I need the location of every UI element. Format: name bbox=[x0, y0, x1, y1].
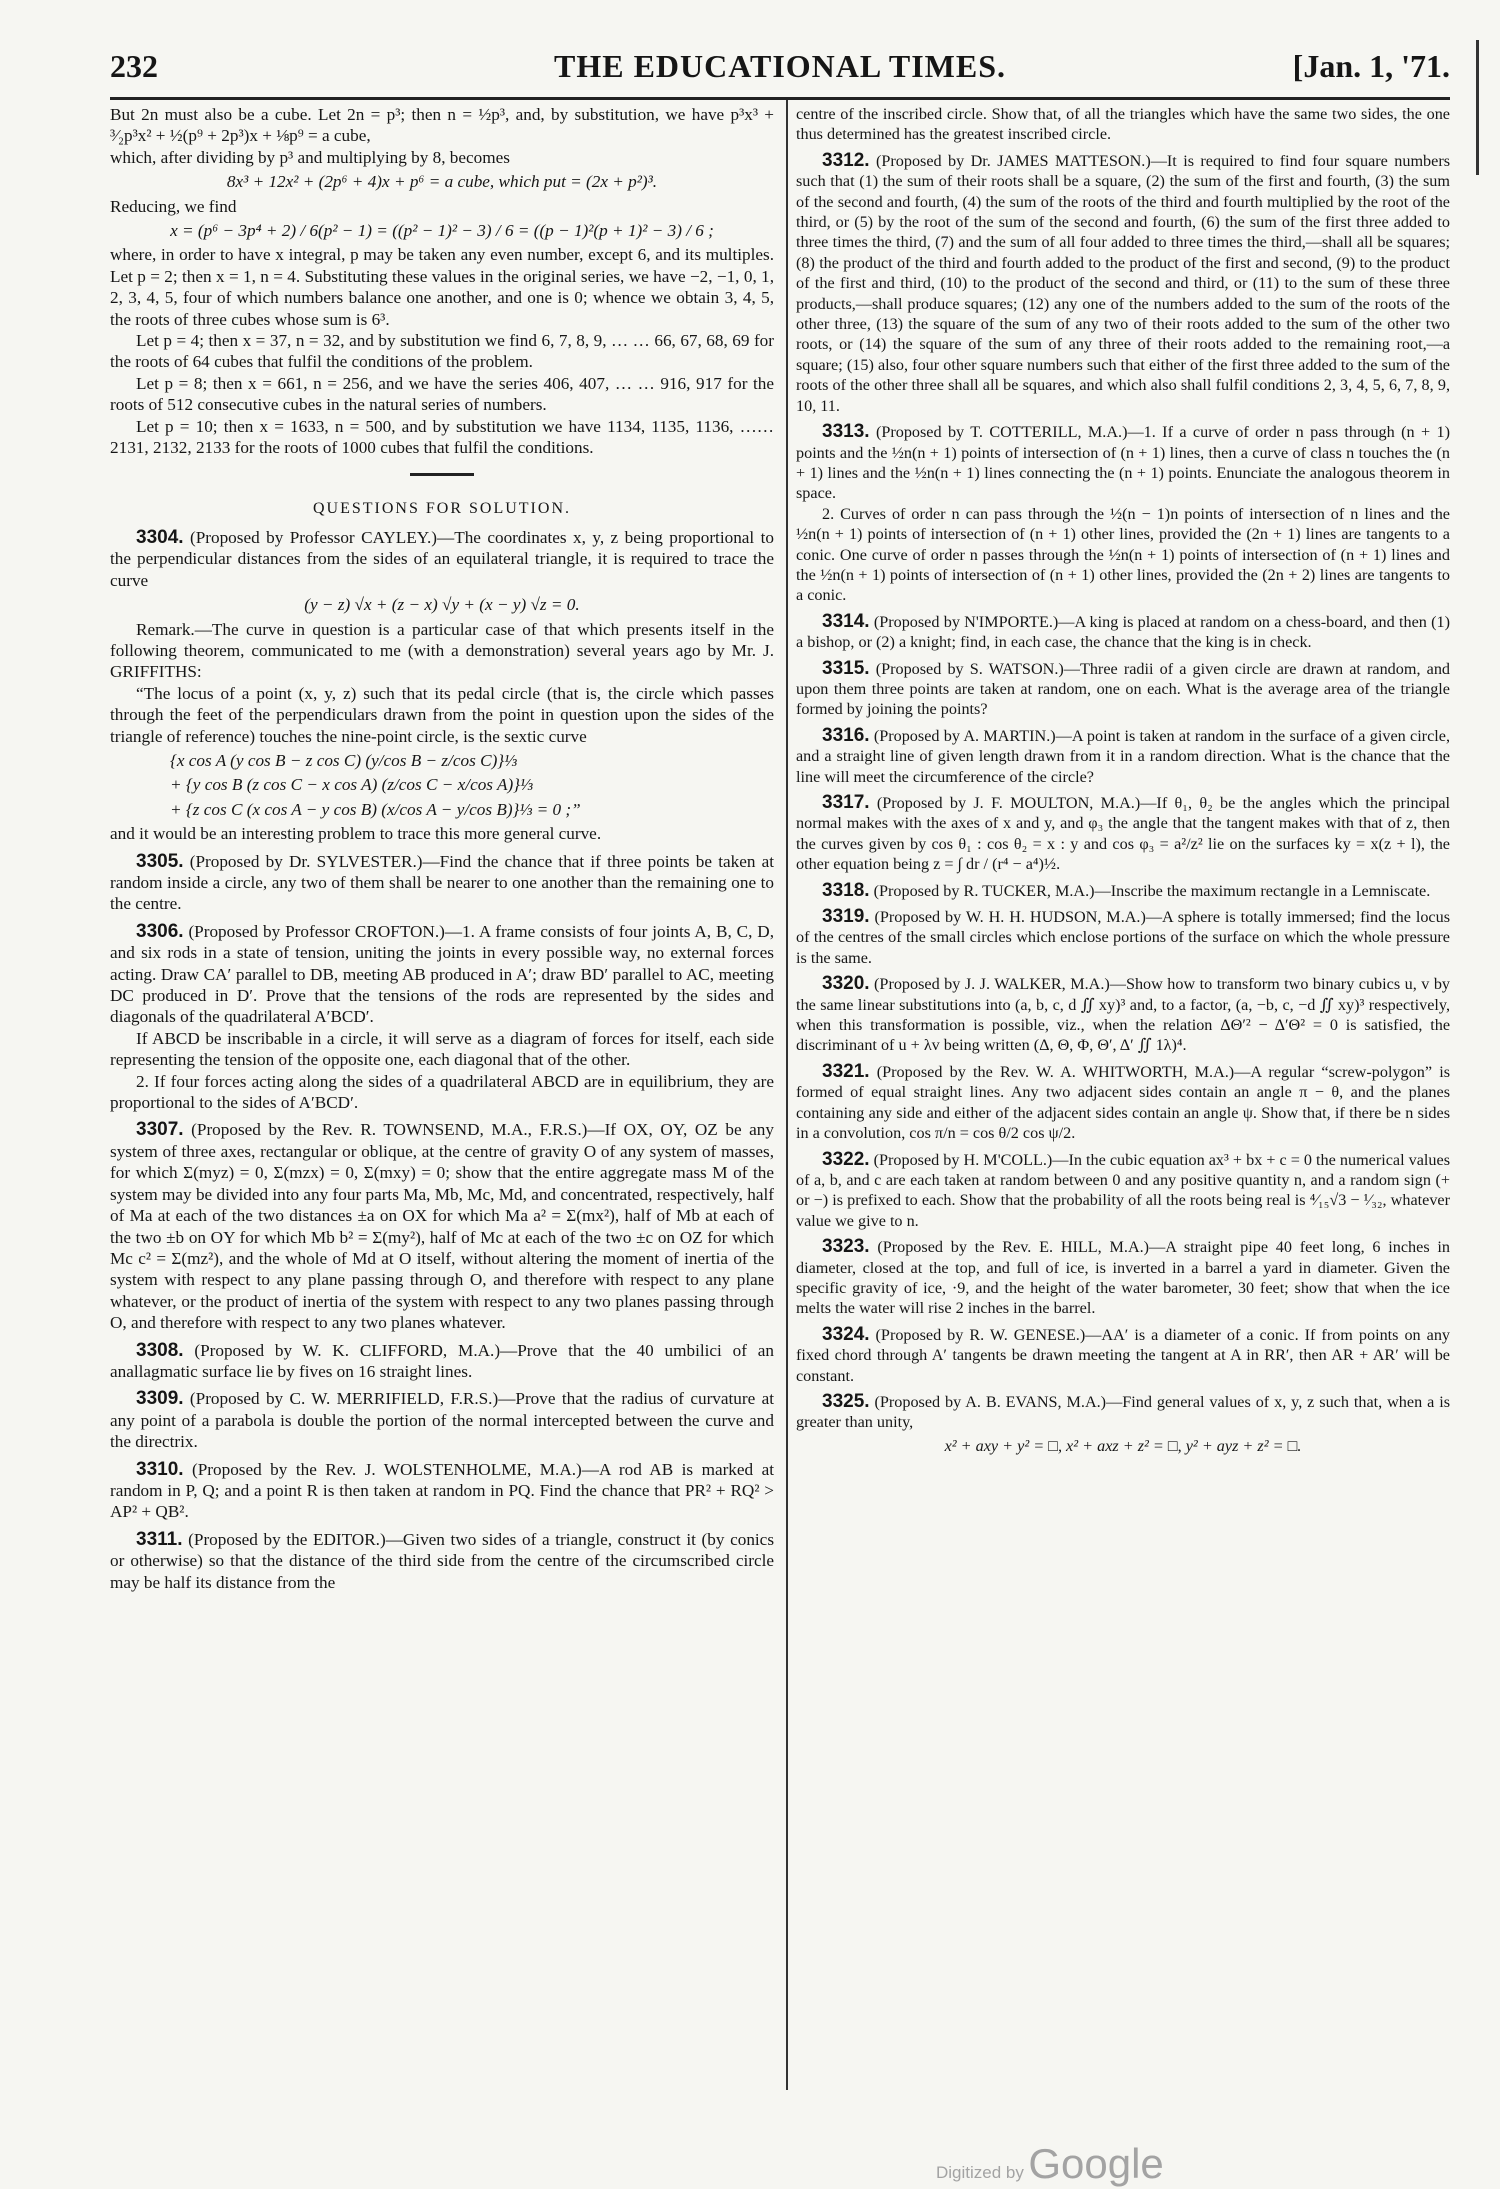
question-text: (Proposed by A. B. EVANS, M.A.)—Find general values of x, y, z such that, when a is greater than unity, bbox=[796, 1392, 1450, 1432]
question-text: (Proposed by the Rev. W. A. WHITWORTH, M.A.)—A regular “screw-polygon” is formed of equal straight lines. Any two adjacent sides contain an angle π − θ, and the planes containing any side and either of the adjacent sides contain an angle ψ. Show that, if there be n sides in a convolution, cos π/n = cos θ/2 cos ψ/2. bbox=[796, 1062, 1451, 1143]
page-number: 232 bbox=[110, 48, 158, 84]
question-number: 3322. bbox=[822, 1148, 870, 1170]
question-number: 3312. bbox=[822, 149, 870, 171]
question-3315 bbox=[796, 659, 1450, 720]
question-3309 bbox=[110, 1388, 774, 1452]
question-number: 3321. bbox=[822, 1060, 870, 1082]
question-3310 bbox=[110, 1459, 774, 1523]
question-text: (Proposed by the Rev. J. WOLSTENHOLME, M.A.)—A rod AB is marked at random in P, Q; and a point R is then taken at random in PQ. Find the chance that PR² + RQ² > AP² + QB². bbox=[110, 1459, 774, 1522]
equation: x = (p⁶ − 3p⁴ + 2) / 6(p² − 1) = ((p² − 1)² − 3) / 6 = ((p − 1)²(p + 1)² − 3) / 6 ; bbox=[170, 221, 714, 241]
equation: x² + axy + y² = □, x² + axz + z² = □, y² + ayz + z² = □. bbox=[944, 1436, 1302, 1455]
question-text: (Proposed by the EDITOR.)—Given two sides of a triangle, construct it (by conics or otherwise) so that the distance of the third side from the centre of the circumscribed circle may be half its distance from the bbox=[110, 1529, 775, 1592]
question-text: (Proposed by Dr. JAMES MATTESON.)—It is required to find four square numbers such that (1) the sum of their roots shall be a square, (2) the sum of the first and fourth, (3) the sum of the second and fourth, (4) the sum of the roots of the third and fourth multiplied by the root of the third, or (5) by the root of the sum of the second and fourth, (6) the sum of the first three added to three times the third, (7) and the sum of all four added to three times the third,—shall all be squares; (8) the product of the third and fourth added to the product of the first and second, (9) to the product of the first and third, (10) to the product of the second and third, or (11) to the sum of these three products,—shall produce squares; (12) any one of the numbers added to the sum of the roots of the other three, (13) the square of the sum of any two of their roots added to the sum of the other two roots, or (14) the square of the sum of any three of their roots added to the remaining root,—a square; (15) also, four other square numbers such that either of the first three added to the sum of the roots of the other three shall all be squares, and which also shall fulfil conditions 2, 3, 4, 5, 6, 7, 8, 9, 10, 11. bbox=[796, 151, 1451, 415]
question-text: (Proposed by J. F. MOULTON, M.A.)—If θ₁, θ₂ be the angles which the principal normal makes with the axes of x and y, and φ₃ the angle that the tangent makes with that of z, then the curves given by cos θ₁ : cos θ₂ = x : y and cos φ₃ = a²/z² lie on the surfaces ky = x(z + l), the other equation being z = ∫ dr / (r⁴ − a⁴)½. bbox=[796, 794, 1450, 874]
question-number: 3305. bbox=[136, 850, 184, 872]
question-text: (Proposed by Professor CAYLEY.)—The coordinates x, y, z being proportional to the perpendicular distances from the sides of an equilateral triangle, it is required to trace the curve bbox=[110, 527, 774, 590]
question-number: 3304. bbox=[136, 526, 184, 548]
question-number: 3319. bbox=[822, 906, 870, 928]
issue-date: [Jan. 1, '71. bbox=[1292, 48, 1450, 84]
section-divider bbox=[410, 473, 474, 476]
question-number: 3308. bbox=[136, 1339, 184, 1361]
question-number: 3317. bbox=[822, 792, 870, 813]
question-text: 2. Curves of order n can pass through the ½(n − 1)n points of intersection of n lines and the ½n(n + 1) points of intersection of (n + 1) other lines, provided the (2n + 1) lines are tangents to a conic. One curve of order n passes through the ½n(n + 1) points of intersection of (n + 1) lines and the ½n(n + 1) points of intersection of (n + 1) other lines, provided the (2n + 2) lines are tangents to a conic. bbox=[796, 504, 1450, 605]
question-3314 bbox=[796, 612, 1450, 653]
question-3319 bbox=[796, 907, 1450, 968]
google-logo: Google bbox=[1028, 2140, 1164, 2187]
question-3317 bbox=[796, 793, 1450, 875]
question-number: 3313. bbox=[822, 421, 870, 443]
question-number: 3314. bbox=[822, 610, 870, 632]
question-number: 3324. bbox=[822, 1323, 870, 1345]
question-3323 bbox=[796, 1237, 1450, 1319]
column-divider bbox=[786, 100, 788, 2090]
question-text: (Proposed by T. COTTERILL, M.A.)—1. If a curve of order n pass through (n + 1) points and the ½n(n + 1) points of intersection of (n + 1) lines, then a curve of class n touches the (n + 1) lines and the ½n(n + 1) lines connecting the (n + 1) points. Enunciate the analogous theorem in space. bbox=[796, 423, 1450, 503]
question-text: (Proposed by the Rev. R. TOWNSEND, M.A., F.R.S.)—If OX, OY, OZ be any system of three axes, rectangular or oblique, at the centre of gravity O of any system of masses, for which Σ(myz) = 0, Σ(mzx) = 0, Σ(mxy) = 0; show that the entire aggregate mass M of the system may be divided into any four parts Ma, Mb, Mc, Md, and concentrated, respectively, half of Ma at each of the two distances ±a on OX for which Ma a² = Σ(mx²), half of Mb at each of the two ±b on OY for which Mb b² = Σ(my²), half of Mc at each of the two ±c on OZ for which Mc c² = Σ(mz²), and the whole of Md at O itself, without altering the moment of inertia of the system with respect to any plane passing through O, and therefore with respect to any plane whatever, or the product of inertia of the system with respect to any two planes passing through O, and therefore with respect to any two planes whatever. bbox=[110, 1120, 774, 1333]
question-text: (Proposed by the Rev. E. HILL, M.A.)—A straight pipe 40 feet long, 6 inches in diameter, closed at the top, and full of ice, is inverted in a barrel a yard in diameter. Given the specific gravity of ice, ·9, and the height of the water barometer, 30 feet; show that when the ice melts the water will rise 2 inches in the barrel. bbox=[796, 1238, 1450, 1318]
journal-title: THE EDUCATIONAL TIMES. bbox=[553, 48, 1007, 84]
question-3304 bbox=[110, 527, 774, 591]
question-text: (Proposed by W. K. CLIFFORD, M.A.)—Prove that the 40 umbilici of an anallagmatic surface lie by fives on 16 straight lines. bbox=[110, 1340, 774, 1381]
question-text: (Proposed by Professor CROFTON.)—1. A frame consists of four joints A, B, C, D, and six rods in a state of tension, uniting the joints in every possible way, no external forces acting. Draw CA′ parallel to DB, meeting AB produced in A′; draw BD′ parallel to AC, meeting DC produced in D′. Prove that the tensions of the rods are represented by the sides and diagonals of the quadrilateral A′BCD′. bbox=[110, 921, 774, 1027]
question-number: 3306. bbox=[136, 920, 184, 942]
scan-edge-mark bbox=[1476, 40, 1479, 175]
question-3308 bbox=[110, 1340, 774, 1383]
solution-paragraph: Let p = 8; then x = 661, n = 256, and we have the series 406, 407, … … 916, 917 for the roots of 512 consecutive cubes in the natural series of numbers. bbox=[110, 373, 774, 415]
question-text: (Proposed by S. WATSON.)—Three radii of a given circle are drawn at random, and upon them three points are taken at random, one on each. What is the average area of the triangle formed by joining the points? bbox=[796, 659, 1451, 719]
question-number: 3311. bbox=[136, 1528, 183, 1550]
question-3325 bbox=[796, 1392, 1450, 1433]
remark-paragraph: Remark.—The curve in question is a particular case of that which presents itself in the following theorem, communicated to me (with a demonstration) several years ago by Mr. J. GRIFFITHS: bbox=[110, 619, 774, 682]
question-3318 bbox=[796, 881, 1450, 901]
question-text: (Proposed by R. TUCKER, M.A.)—Inscribe the maximum rectangle in a Lemniscate. bbox=[873, 881, 1431, 900]
question-text: (Proposed by R. W. GENESE.)—AA′ is a diameter of a conic. If from points on any fixed chord through A′ tangents be drawn meeting the tangent at A in RR′, then AR + AR′ will be constant. bbox=[796, 1325, 1451, 1385]
question-text: 2. If four forces acting along the sides of a quadrilateral ABCD are in equilibrium, they are proportional to the sides of A′BCD′. bbox=[110, 1071, 774, 1113]
question-text: (Proposed by W. H. H. HUDSON, M.A.)—A sphere is totally immersed; find the locus of the centres of the small circles which enclose portions of the surface on which the whole pressure is the same. bbox=[796, 908, 1450, 967]
section-heading: QUESTIONS FOR SOLUTION. bbox=[312, 499, 571, 517]
question-number: 3323. bbox=[822, 1236, 870, 1258]
equation: (y − z) √x + (z − x) √y + (x − y) √z = 0. bbox=[304, 595, 580, 615]
left-column bbox=[110, 104, 774, 1593]
question-text: (Proposed by N'IMPORTE.)—A king is placed at random on a chess-board, and then (1) a bishop, or (2) a knight; find, in each case, the chance that the king is in check. bbox=[796, 612, 1450, 652]
solution-paragraph: and it would be an interesting problem to trace this more general curve. bbox=[110, 824, 602, 844]
question-text: If ABCD be inscribable in a circle, it will serve as a diagram of forces for itself, each side representing the tension of the opposite one, each diagonal that of the other. bbox=[110, 1028, 774, 1070]
equation: + {y cos B (z cos C − x cos A) (z/cos C − x/cos A)}⅓ bbox=[170, 775, 533, 795]
solution-paragraph: where, in order to have x integral, p may be taken any even number, except 6, and its multiples. Let p = 2; then x = 1, n = 4. Substituting these values in the original series, we have −2, −1, 0, 1, 2, 3, 4, 5, four of which numbers balance one another, and one is 0; whence we obtain 3, 4, 5, the roots of three cubes whose sum is 6³. bbox=[110, 245, 774, 329]
question-3313 bbox=[796, 422, 1450, 504]
solution-paragraph: which, after dividing by p³ and multiplying by 8, becomes bbox=[110, 147, 510, 167]
question-3324 bbox=[796, 1325, 1450, 1386]
question-number: 3316. bbox=[822, 724, 870, 746]
page-header bbox=[110, 48, 1450, 94]
digitized-label: Digitized by bbox=[936, 2163, 1024, 2182]
solution-paragraph: Let p = 4; then x = 37, n = 32, and by substitution we find 6, 7, 8, 9, … … 66, 67, 68, 69 for the roots of 64 cubes that fulfil the conditions of the problem. bbox=[110, 331, 774, 372]
question-number: 3320. bbox=[822, 973, 870, 995]
question-text: (Proposed by A. MARTIN.)—A point is taken at random in the surface of a given circle, and a straight line of given length drawn from it in a random direction. What is the chance that the line will meet the circumference of the circle? bbox=[796, 726, 1450, 786]
question-text: (Proposed by Dr. SYLVESTER.)—Find the chance that if three points be taken at random inside a circle, any two of them shall be nearer to one another than the remaining one to the centre. bbox=[110, 851, 775, 914]
quoted-theorem: “The locus of a point (x, y, z) such that its pedal circle (that is, the circle which passes through the feet of the perpendiculars drawn from the point in question upon the sides of the triangle of reference) touches the nine-point circle, is the sextic curve bbox=[110, 683, 774, 746]
digitized-watermark bbox=[936, 2140, 1164, 2188]
header-rule bbox=[110, 97, 1450, 100]
question-number: 3307. bbox=[136, 1119, 184, 1141]
question-number: 3315. bbox=[822, 657, 870, 679]
question-number: 3325. bbox=[822, 1390, 870, 1412]
equation: {x cos A (y cos B − z cos C) (y/cos B − z/cos C)}⅓ bbox=[170, 750, 518, 770]
right-column bbox=[796, 104, 1450, 1459]
solution-paragraph: Reducing, we find bbox=[110, 196, 237, 216]
solution-paragraph: But 2n must also be a cube. Let 2n = p³; then n = ½p³, and, by substitution, we have p³x³ + ³⁄₂p³x² + ½(p⁹ + 2p³)x + ⅛p⁹ = a cube, bbox=[110, 105, 774, 146]
question-3311 bbox=[110, 1529, 774, 1593]
question-3306 bbox=[110, 921, 774, 1028]
question-text: centre of the inscribed circle. Show that, of all the triangles which have the same two sides, the one thus determined has the greatest inscribed circle. bbox=[796, 105, 1450, 144]
question-3322 bbox=[796, 1150, 1450, 1232]
question-3316 bbox=[796, 726, 1450, 787]
question-number: 3309. bbox=[136, 1388, 184, 1410]
question-3312 bbox=[796, 151, 1450, 416]
question-text: (Proposed by J. J. WALKER, M.A.)—Show how to transform two binary cubics u, v by the same linear substitutions into (a, b, c, d ∬ xy)³ and, to a factor, (a, −b, c, −d ∬ xy)³ respectively, when this transformation is possible, viz., when the relation ΔΘ′² − Δ′Θ² = 0 is satisfied, the discriminant of u + λv being written (Δ, Θ, Φ, Θ′, Δ′ ∬ 1λ)⁴. bbox=[796, 975, 1451, 1055]
solution-paragraph: Let p = 10; then x = 1633, n = 500, and by substitution we have 1134, 1135, 1136, …… 2131, 2132, 2133 for the roots of 1000 cubes that fulfil the conditions. bbox=[110, 416, 774, 458]
equation: 8x³ + 12x² + (2p⁶ + 4)x + p⁶ = a cube, which put = (2x + p²)³. bbox=[226, 172, 658, 192]
question-text: (Proposed by H. M'COLL.)—In the cubic equation ax³ + bx + c = 0 the numerical values of a, b, and c are each taken at random between 0 and any positive quantity n, and a random sign (+ or −) is prefixed to each. Show that the probability of all the roots being real is ⁴⁄₁₅√3 − ¹⁄₃₂, whatever value we give to n. bbox=[796, 1150, 1450, 1230]
question-number: 3318. bbox=[822, 879, 870, 901]
question-text: (Proposed by C. W. MERRIFIELD, F.R.S.)—Prove that the radius of curvature at any point of a parabola is double the portion of the normal intercepted between the curve and the directrix. bbox=[110, 1389, 775, 1452]
question-3320 bbox=[796, 974, 1450, 1056]
question-number: 3310. bbox=[136, 1458, 184, 1480]
question-3321 bbox=[796, 1062, 1450, 1144]
equation: + {z cos C (x cos A − y cos B) (x/cos A − y/cos B)}⅓ = 0 ;” bbox=[170, 799, 581, 819]
question-3307 bbox=[110, 1119, 774, 1333]
question-3305 bbox=[110, 851, 774, 915]
